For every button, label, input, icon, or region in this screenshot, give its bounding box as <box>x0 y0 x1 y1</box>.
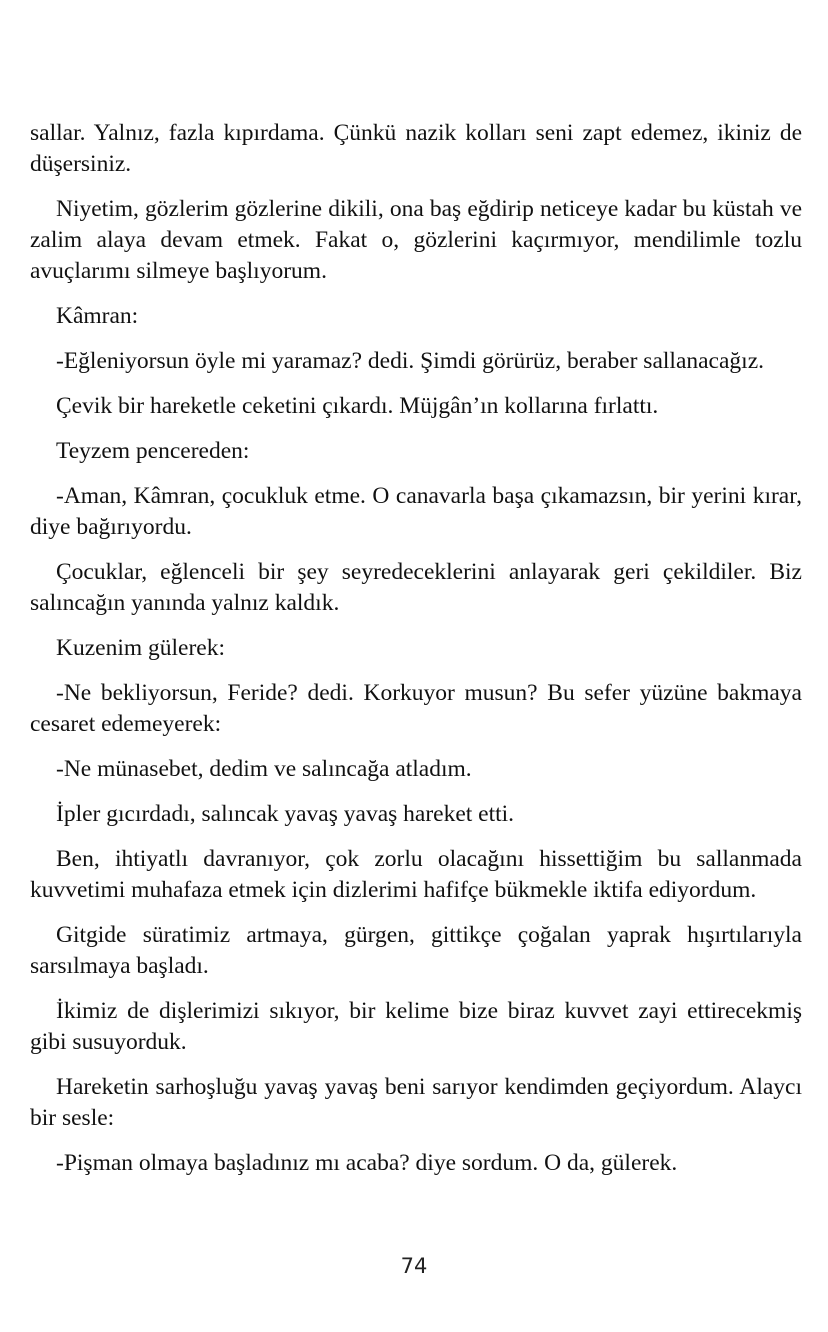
paragraph: İkimiz de dişlerimizi sıkıyor, bir kelime bize biraz kuvvet zayi ettirecekmiş gibi susuyorduk. <box>30 998 802 1055</box>
paragraph: -Eğleniyorsun öyle mi yaramaz? dedi. Şimdi görürüz, beraber sallanacağız. <box>56 348 764 374</box>
paragraph: Kuzenim gülerek: <box>56 635 226 661</box>
paragraph: Hareketin sarhoşluğu yavaş yavaş beni sarıyor kendimden geçiyordum. Alaycı bir sesle: <box>30 1074 802 1131</box>
paragraph: İpler gıcırdadı, salıncak yavaş yavaş hareket etti. <box>56 801 515 827</box>
paragraph: -Pişman olmaya başladınız mı acaba? diye sordum. O da, gülerek. <box>56 1150 678 1176</box>
paragraph: Ben, ihtiyatlı davranıyor, çok zorlu olacağını hissettiğim bu sallanmada kuvvetimi muhafaza etmek için dizlerimi hafifçe bükmekle iktifa ediyordum. <box>30 846 802 903</box>
paragraph: Çevik bir hareketle ceketini çıkardı. Müjgân’ın kollarına fırlattı. <box>56 393 659 419</box>
paragraph: Kâmran: <box>56 303 139 329</box>
paragraph: -Ne münasebet, dedim ve salıncağa atladım. <box>56 756 472 782</box>
paragraph: sallar. Yalnız, fazla kıpırdama. Çünkü nazik kolları seni zapt edemez, ikiniz de düşersiniz. <box>30 120 802 177</box>
paragraph: -Aman, Kâmran, çocukluk etme. O canavarla başa çıkamazsın, bir yerini kırar, diye bağırıyordu. <box>30 483 802 540</box>
paragraph: Çocuklar, eğlenceli bir şey seyredeceklerini anlayarak geri çekildiler. Biz salıncağın yanında yalnız kaldık. <box>30 559 802 616</box>
paragraph: Niyetim, gözlerim gözlerine dikili, ona baş eğdirip neticeye kadar bu küstah ve zalim alaya devam etmek. Fakat o, gözlerini kaçırmıyor, mendilimle tozlu avuçlarımı silmeye başlıyorum. <box>30 196 802 284</box>
paragraph: Teyzem pencereden: <box>56 438 250 464</box>
paragraph: Gitgide süratimiz artmaya, gürgen, gittikçe çoğalan yaprak hışırtılarıyla sarsılmaya başladı. <box>30 922 802 979</box>
book-page-text <box>30 118 802 1193</box>
paragraph: -Ne bekliyorsun, Feride? dedi. Korkuyor musun? Bu sefer yüzüne bakmaya cesaret edemeyerek: <box>30 680 802 737</box>
page-number: 74 <box>400 1254 428 1278</box>
